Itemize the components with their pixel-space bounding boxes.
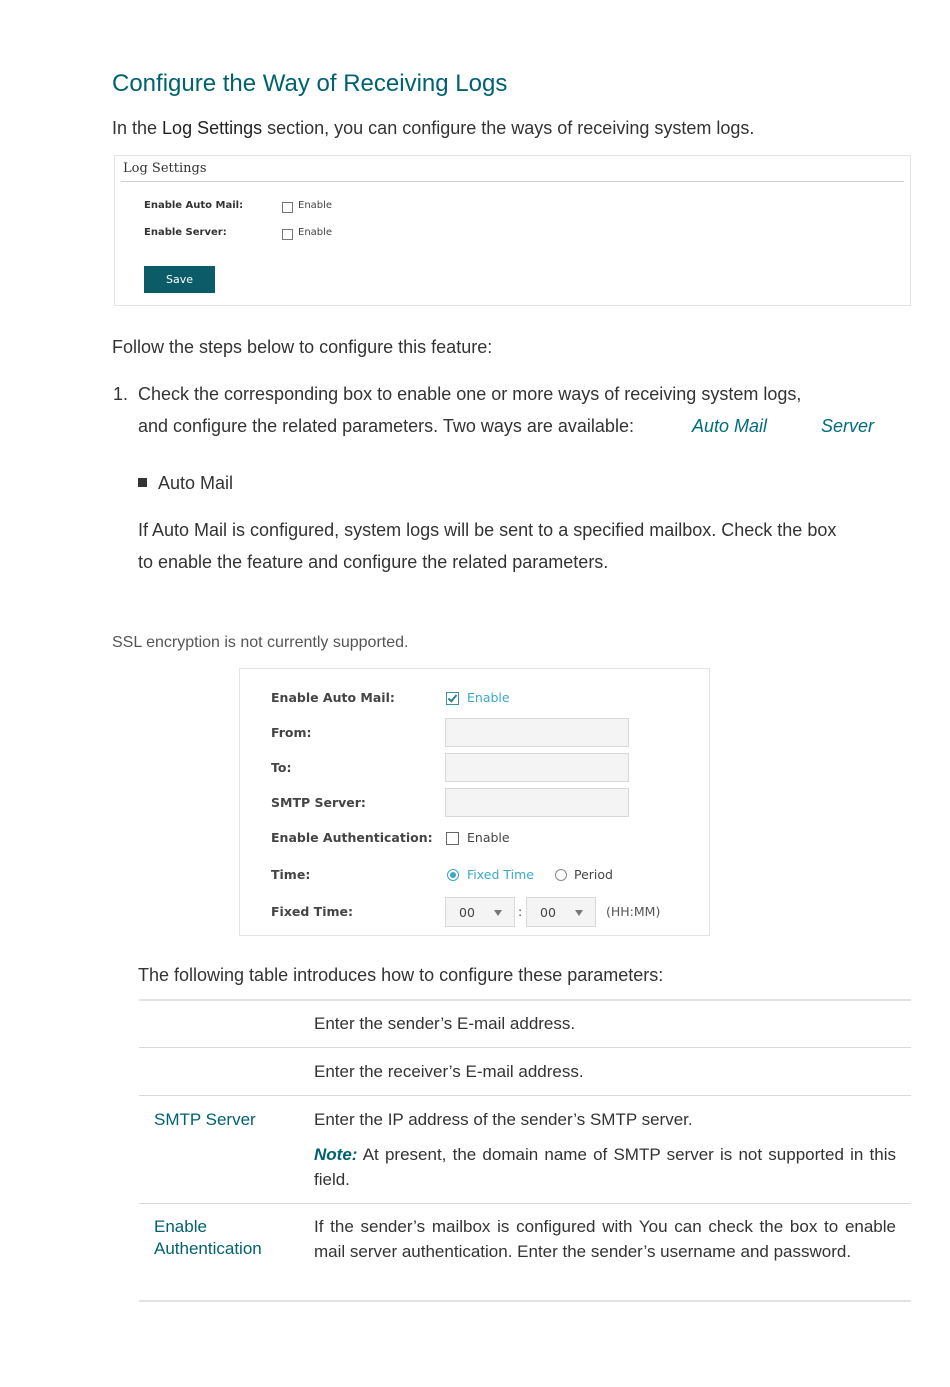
auto-mail-checkbox[interactable] — [282, 202, 293, 213]
hour-select[interactable] — [445, 897, 515, 927]
param-desc: Enter the receiver’s E-mail address. — [314, 1062, 584, 1081]
minute-select[interactable] — [526, 897, 596, 927]
ssl-note: SSL encryption is not currently supported. — [112, 634, 409, 651]
follow-steps-text: Follow the steps below to configure this feature: — [112, 337, 493, 357]
fixed-time-radio[interactable] — [447, 869, 459, 881]
auto-mail-form — [239, 668, 710, 936]
intro-pre: In the — [112, 118, 163, 138]
enable-auth-label: Enable Authentication: — [271, 830, 433, 845]
auto-mail-checkbox-text: Enable — [298, 200, 333, 211]
chevron-down-icon — [575, 910, 583, 916]
to-label: To: — [271, 760, 292, 775]
server-checkbox[interactable] — [282, 229, 293, 240]
param-desc: If the sender’s mailbox is configured with You can check the box to enable mail server authentication. Enter the sender’s username and password. — [314, 1217, 896, 1261]
divider — [121, 181, 904, 182]
row-divider — [139, 1095, 911, 1096]
step-number: 1. — [113, 384, 129, 404]
log-settings-title: Log Settings — [123, 161, 207, 176]
fixed-time-option: Fixed Time — [467, 867, 534, 882]
note-text: At present, the domain name of SMTP server is not supported in this field. — [314, 1145, 896, 1189]
time-separator: : — [518, 904, 523, 919]
table-bottom-rule — [139, 1300, 911, 1302]
period-option: Period — [574, 867, 613, 882]
fixed-time-label: Fixed Time: — [271, 904, 353, 919]
param-desc: Enter the sender’s E-mail address. — [314, 1014, 576, 1033]
enable-auth-text: Enable — [467, 830, 510, 845]
section-heading: Configure the Way of Receiving Logs — [112, 70, 508, 97]
enable-auto-mail-checkbox[interactable] — [446, 692, 459, 705]
time-format-hint: (HH:MM) — [606, 904, 661, 919]
server-label: Enable Server: — [144, 227, 227, 238]
param-name: Enable Authentication — [154, 1217, 262, 1258]
minute-value: 00 — [540, 905, 556, 920]
step1-line2: and configure the related parameters. Two ways are available: — [138, 416, 634, 436]
time-label: Time: — [271, 867, 311, 882]
chevron-down-icon — [494, 910, 502, 916]
table-intro: The following table introduces how to configure these parameters: — [138, 965, 664, 985]
smtp-server-input[interactable] — [445, 788, 629, 817]
to-input[interactable] — [445, 753, 629, 782]
intro-bold: Log Settings — [162, 118, 263, 138]
save-button[interactable]: Save — [144, 266, 215, 293]
way-auto-mail-link[interactable]: Auto Mail — [692, 416, 768, 436]
note-label: Note: — [314, 1145, 358, 1164]
auto-mail-label: Enable Auto Mail: — [144, 200, 244, 211]
table-top-rule — [139, 999, 911, 1001]
from-label: From: — [271, 725, 312, 740]
param-name: SMTP Server — [154, 1110, 256, 1129]
row-divider — [139, 1047, 911, 1048]
param-note — [314, 1142, 896, 1192]
server-checkbox-text: Enable — [298, 227, 333, 238]
enable-auto-mail-text: Enable — [467, 690, 510, 705]
enable-auth-checkbox[interactable] — [446, 832, 459, 845]
intro-post: section, you can configure the ways of receiving system logs. — [262, 118, 755, 138]
auto-mail-desc-line2: to enable the feature and configure the related parameters. — [138, 552, 609, 572]
hour-value: 00 — [459, 905, 475, 920]
auto-mail-desc-line1: If Auto Mail is configured, system logs will be sent to a specified mailbox. Check the box — [138, 520, 837, 540]
intro-paragraph — [112, 112, 754, 144]
bullet-icon — [138, 478, 147, 487]
row-divider — [139, 1203, 911, 1204]
enable-auto-mail-label: Enable Auto Mail: — [271, 690, 395, 705]
from-input[interactable] — [445, 718, 629, 747]
log-settings-panel — [114, 155, 911, 306]
param-desc: Enter the IP address of the sender’s SMTP server. — [314, 1110, 693, 1129]
bullet-auto-mail: Auto Mail — [158, 473, 234, 493]
step1-line1: Check the corresponding box to enable one or more ways of receiving system logs, — [138, 384, 802, 404]
period-radio[interactable] — [555, 869, 567, 881]
smtp-server-label: SMTP Server: — [271, 795, 366, 810]
way-server-link[interactable]: Server — [821, 416, 875, 436]
